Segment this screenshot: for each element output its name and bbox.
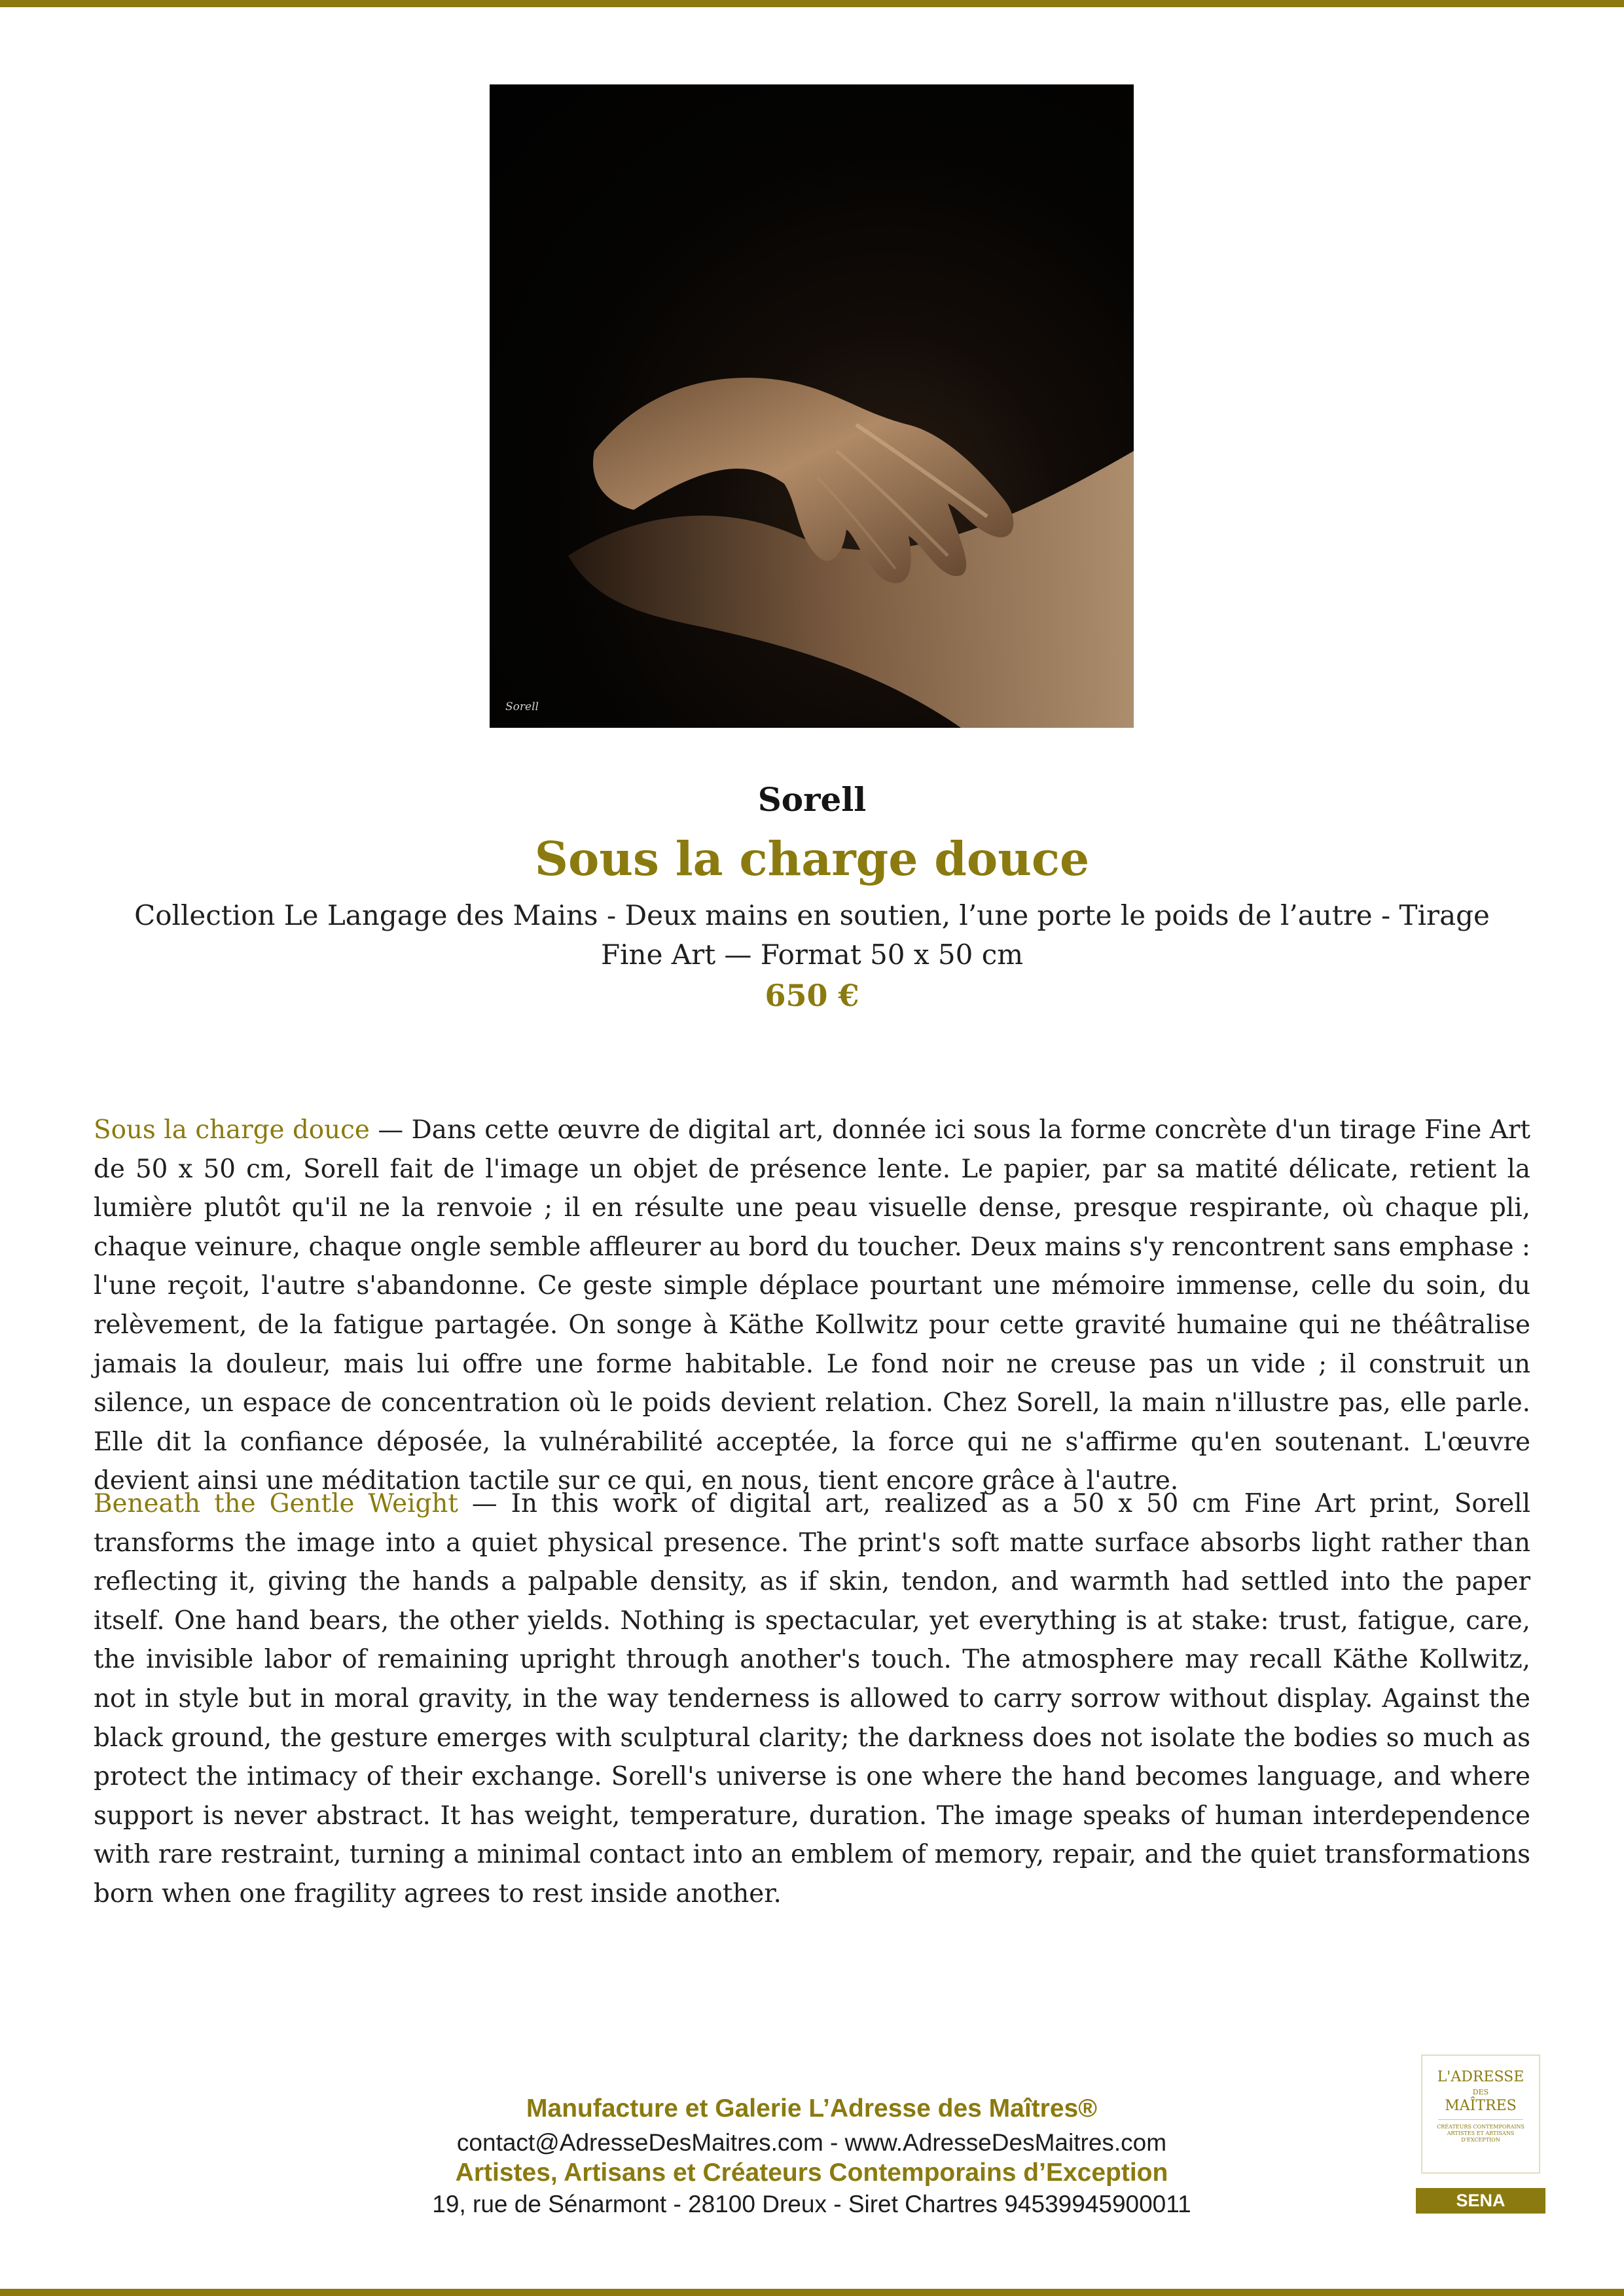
- hands-photograph-icon: [490, 84, 1134, 728]
- logo-line-1: L'ADRESSE: [1437, 2069, 1525, 2085]
- description-french-lead: Sous la charge douce: [94, 1115, 370, 1145]
- artist-name: Sorell: [757, 780, 867, 819]
- artwork-subtitle: Collection Le Langage des Mains - Deux mains en soutien, l’une porte le poids de l’autre - Tirage Fine Art — Format 50 x 50 cm: [134, 899, 1490, 971]
- description-french: [94, 1111, 1530, 1501]
- sena-badge: SENA: [1416, 2188, 1545, 2214]
- description-english-body: — In this work of digital art, realized as a 50 x 50 cm Fine Art print, Sorell transforms the image into a quiet physical presence. The print's soft matte surface absorbs light rather than reflecting it, giving the hands a palpable density, as if skin, tendon, and warmth had settled into the paper itself. One hand bears, the other yields. Nothing is spectacular, yet everything is at stake: trust, fatigue, care, the invisible labor of remaining upright through another's touch. The atmosphere may recall Käthe Kollwitz, not in style but in moral gravity, in the way tenderness is allowed to carry sorrow without display. Against the black ground, the gesture emerges with sculptural clarity; the darkness does not isolate the bodies so much as protect the intimacy of their exchange. Sorell's universe is one where the hand becomes language, and where support is never abstract. It has weight, temperature, duration. The image speaks of human interdependence with rare restraint, turning a minimal contact into an emblem of memory, repair, and the quiet transformations born when one fragility agrees to rest inside another.: [94, 1489, 1530, 1909]
- footer-company: Manufacture et Galerie L’Adresse des Maîtres®: [526, 2094, 1097, 2123]
- top-rule: [0, 0, 1624, 7]
- artwork-title: Sous la charge douce: [534, 831, 1090, 886]
- bottom-rule: [0, 2289, 1624, 2296]
- description-english: [94, 1484, 1530, 1914]
- description-french-body: — Dans cette œuvre de digital art, donnée ici sous la forme concrète d'un tirage Fine Art de 50 x 50 cm, Sorell fait de l'image un objet de présence lente. Le papier, par sa matité délicate, retient la lumière plutôt qu'il ne la renvoie ; il en résulte une peau visuelle dense, presque respirante, où chaque pli, chaque veinure, chaque ongle semble affleurer au bord du toucher. Deux mains s'y rencontrent sans emphase : l'une reçoit, l'autre s'abandonne. Ce geste simple déplace pourtant une mémoire immense, celle du soin, du relèvement, de la fatigue partagée. On songe à Käthe Kollwitz pour cette gravité humaine qui ne théâtralise jamais la douleur, mais lui offre une forme habitable. Le fond noir ne creuse pas un vide ; il construit un silence, un espace de concentration où le poids devient relation. Chez Sorell, la main n'illustre pas, elle parle. Elle dit la confiance déposée, la vulnérabilité acceptée, la force qui ne s'affirme qu'en soutenant. L'œuvre devient ainsi une méditation tactile sur ce qui, en nous, tient encore grâce à l'autre.: [94, 1115, 1530, 1496]
- logo-line-2: DES: [1472, 2088, 1489, 2096]
- logo-small-text: CRÉATEURS CONTEMPORAINS ARTISTES ET ARTISANS D'EXCEPTION: [1437, 2124, 1525, 2143]
- artwork-signature: Sorell: [505, 700, 539, 713]
- footer-address: 19, rue de Sénarmont - 28100 Dreux - Siret Chartres 94539945900011: [432, 2191, 1191, 2217]
- artwork-image: [490, 84, 1134, 728]
- artwork-price: 650 €: [765, 978, 859, 1013]
- description-english-lead: Beneath the Gentle Weight: [94, 1489, 458, 1518]
- footer-contact: contact@AdresseDesMaitres.com - www.AdresseDesMaitres.com: [456, 2129, 1167, 2156]
- gallery-logo: [1421, 2054, 1540, 2174]
- footer-tagline: Artistes, Artisans et Créateurs Contemporains d’Exception: [455, 2159, 1168, 2187]
- logo-line-3: MAÎTRES: [1445, 2098, 1517, 2114]
- logo-divider: [1438, 2119, 1523, 2120]
